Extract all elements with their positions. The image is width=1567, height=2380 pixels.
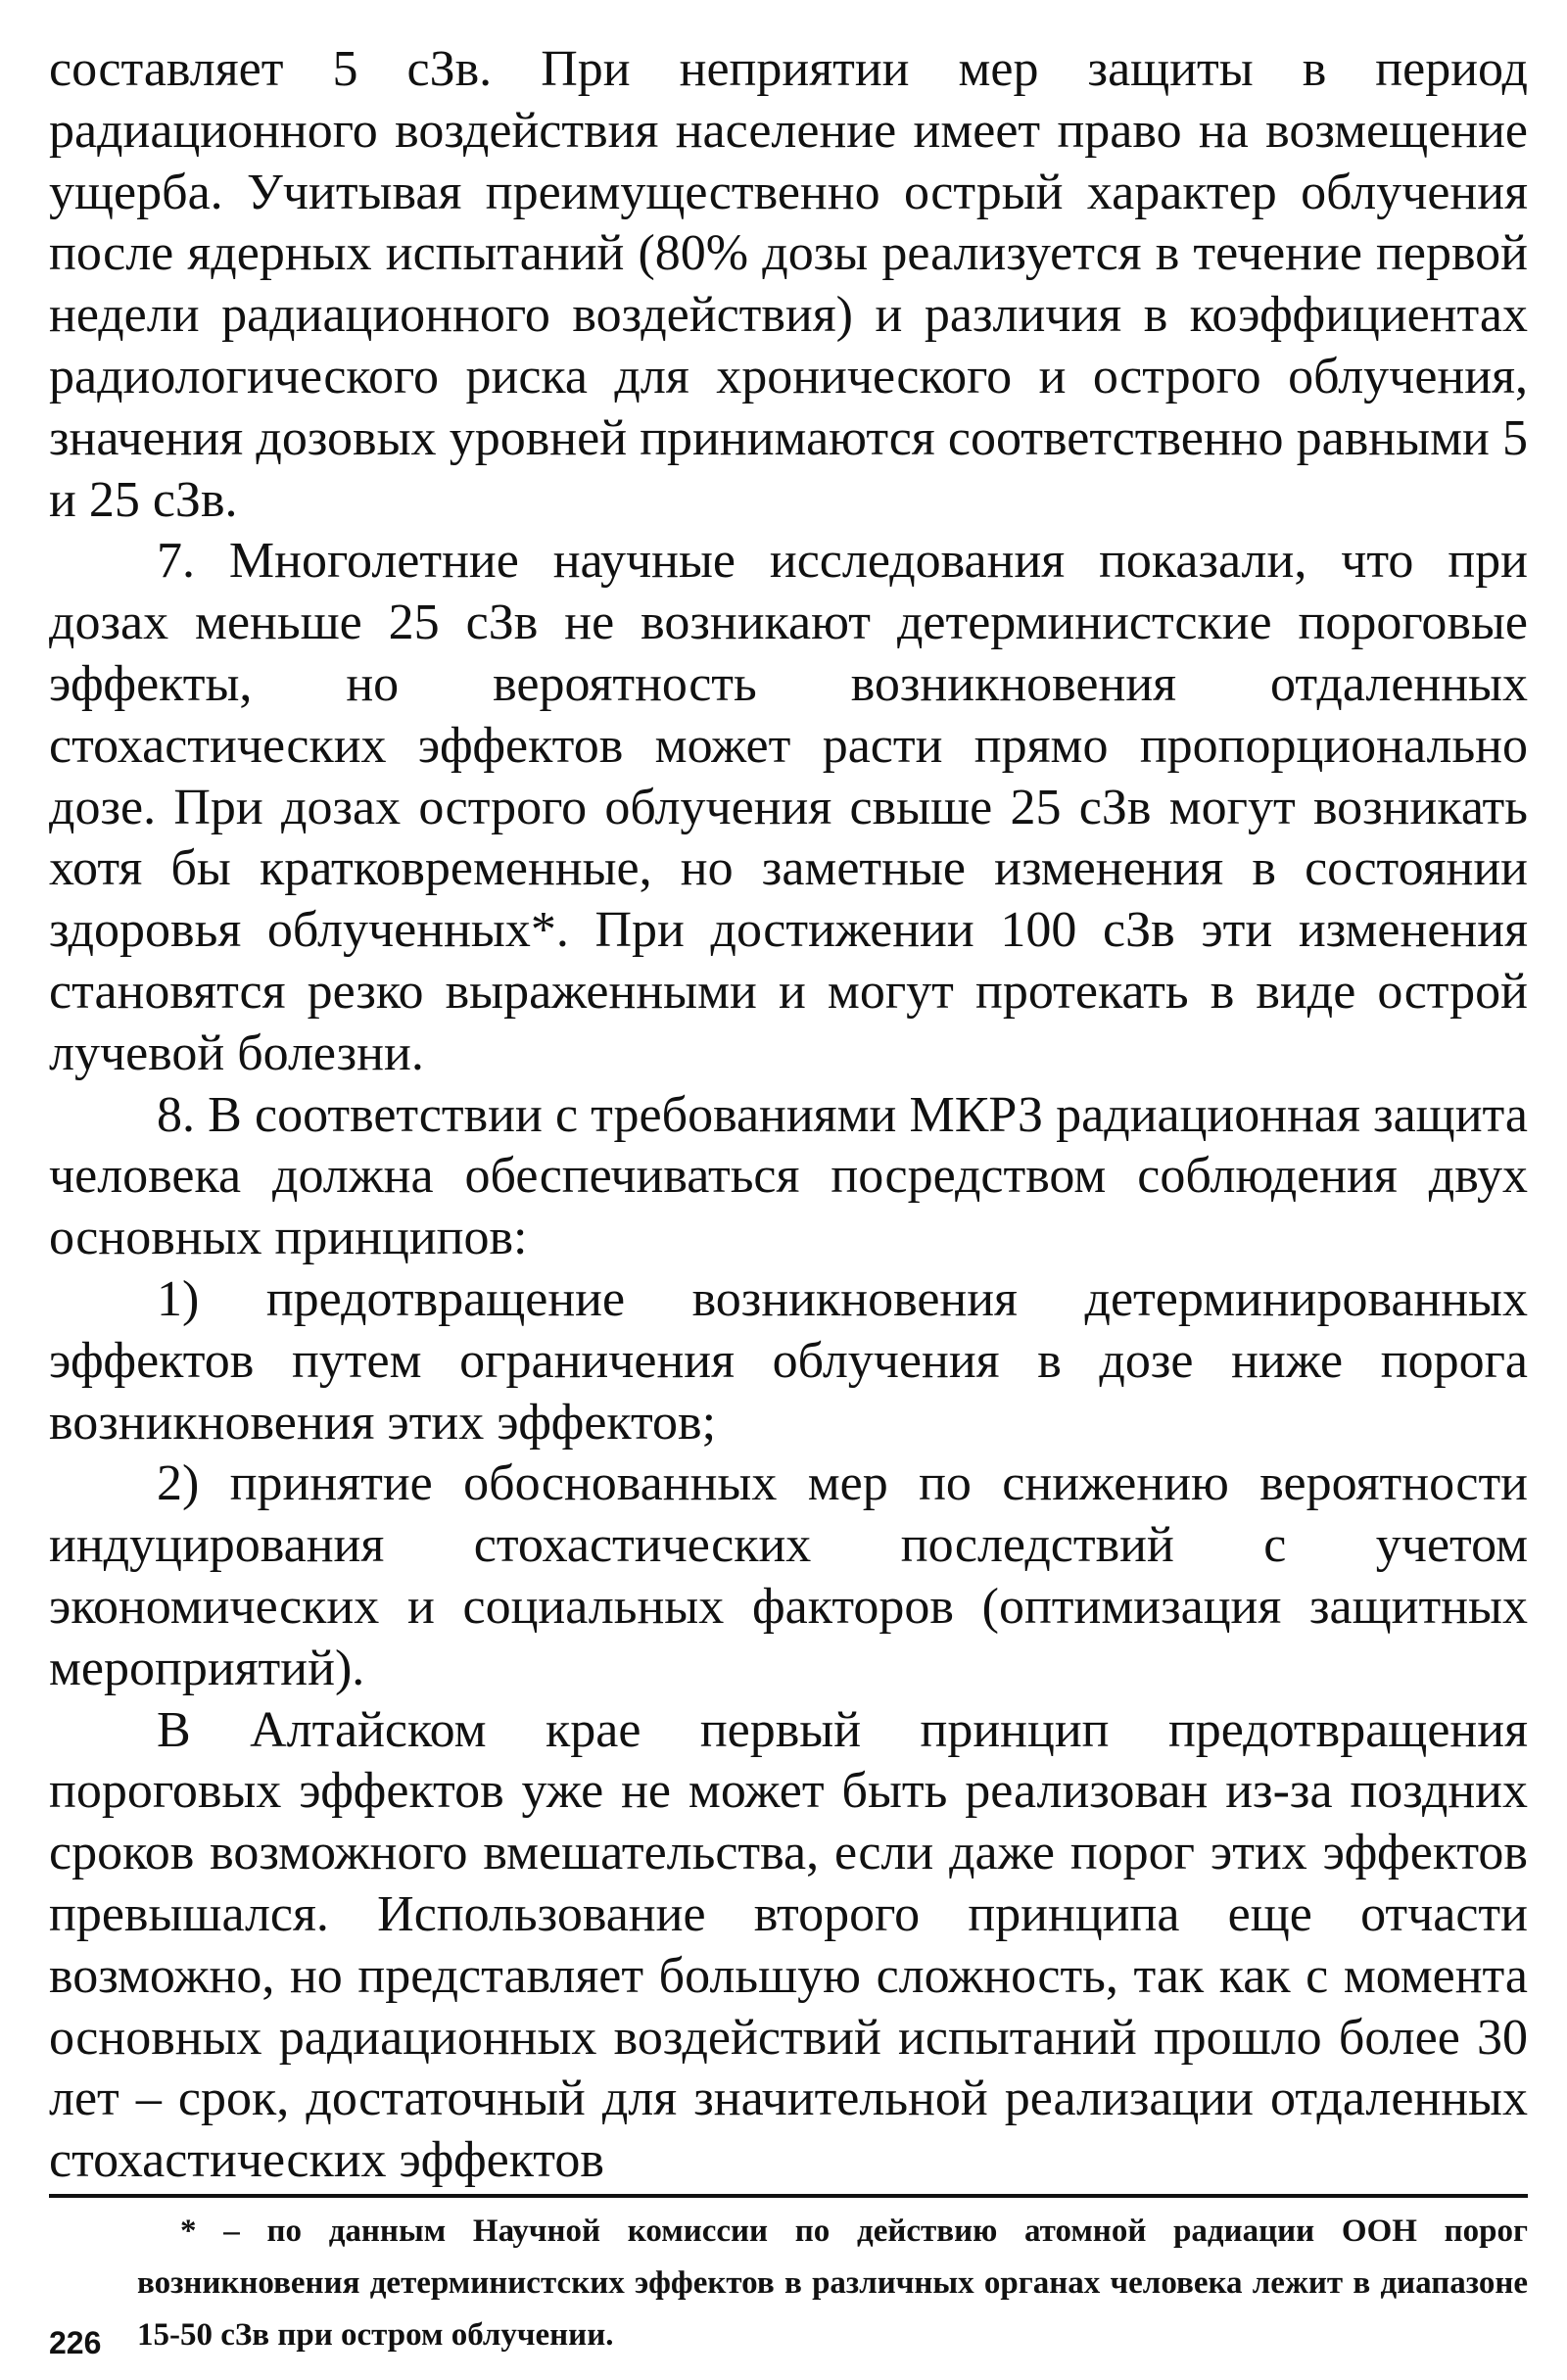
footnote [49,2206,1528,2361]
paragraph-continuation: составляет 5 сЗв. При неприятии мер защиты в период радиационного воздействия население имеет право на возмещение ущерба. Учитывая преимущественно острый характер облучения после ядерных испытаний (80% дозы реализуется в течение первой недели радиационного воздействия) и различия в коэффициентах радиологического риска для хронического и острого облучения, значения дозовых уровней принимаются соответственно равными 5 и 25 сЗв. [49,41,1528,528]
footnote-text: * – по данным Научной комиссии по действию атомной радиации ООН порог возникновения детерминистских эффектов в различных органах человека лежит в диапазоне 15-50 сЗв при остром облучении. [137,2213,1528,2353]
page-number: 226 [49,2325,102,2360]
page-body [49,39,1528,2192]
principle-1: 1) предотвращение возникновения детерминированных эффектов путем ограничения облучения в дозе ниже порога возникновения этих эффектов; [49,1270,1528,1451]
paragraph-altai: В Алтайском крае первый принцип предотвращения пороговых эффектов уже не может быть реализован из-за поздних сроков возможного вмешательства, если даже порог этих эффектов превышался. Использование второго принципа еще отчасти возможно, но представляет большую сложность, так как с момента основных радиационных воздействий испытаний прошло более 30 лет – срок, достаточный для значительной реализации отдаленных стохастических эффектов [49,1701,1528,2189]
paragraph-item-8: 8. В соответствии с требованиями МКРЗ радиационная защита человека должна обеспечиваться посредством соблюдения двух основных принципов: [49,1086,1528,1266]
principle-2: 2) принятие обоснованных мер по снижению вероятности индуцирования стохастических последствий с учетом экономических и социальных факторов (оптимизация защитных мероприятий). [49,1455,1528,1696]
footnote-divider [49,2194,1528,2198]
paragraph-item-7: 7. Многолетние научные исследования показали, что при дозах меньше 25 сЗв не возникают детерминистские пороговые эффекты, но вероятность возникновения отдаленных стохастических эффектов может расти прямо пропорционально дозе. При дозах острого облучения свыше 25 сЗв могут возникать хотя бы кратковременные, но заметные изменения в состоянии здоровья облученных*. При достижении 100 сЗв эти изменения становятся резко выраженными и могут протекать в виде острой лучевой болезни. [49,533,1528,1081]
